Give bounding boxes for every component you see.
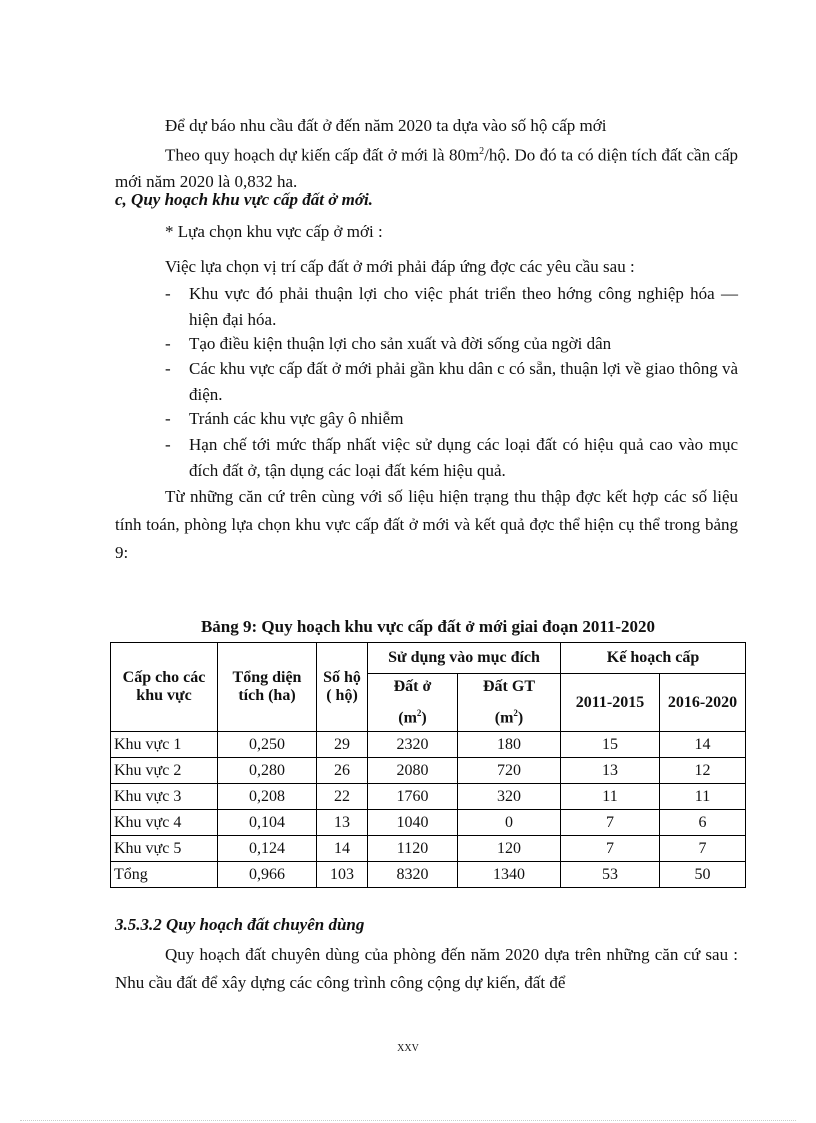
- table-cell: 2320: [368, 732, 458, 758]
- table-row: [111, 732, 746, 758]
- table-cell: Khu vực 4: [111, 810, 218, 836]
- table-cell: 720: [458, 758, 561, 784]
- section-heading-c: c, Quy hoạch khu vực cấp đất ở mới.: [115, 190, 373, 209]
- table-cell: 11: [561, 784, 660, 810]
- table-cell: Khu vực 2: [111, 758, 218, 784]
- paragraph-yeu-cau: Việc lựa chọn vị trí cấp đất ở mới phải đáp ứng đợc các yêu cầu sau :: [165, 257, 635, 276]
- table-cell: 7: [561, 836, 660, 862]
- table-cell: 1760: [368, 784, 458, 810]
- col-header-dat-o: Đất ở $(m^2)$: [368, 674, 458, 732]
- section-heading-3532: 3.5.3.2 Quy hoạch đất chuyên dùng: [115, 915, 365, 934]
- table-cell: 0: [458, 810, 561, 836]
- table-cell: 29: [317, 732, 368, 758]
- table-cell: 53: [561, 862, 660, 888]
- paragraph-tu-nhung-can-cu: Từ những căn cứ trên cùng với số liệu hiện trạng thu thập đợc kết hợp các số liệu tính toán, phòng lựa chọn khu vực cấp đất ở mới và kết quả đợc thể hiện cụ thể trong bảng 9:: [115, 487, 738, 562]
- table-cell: 1040: [368, 810, 458, 836]
- table-cell: 180: [458, 732, 561, 758]
- table-cell: 14: [317, 836, 368, 862]
- table-row: [111, 758, 746, 784]
- table-cell: 50: [660, 862, 746, 888]
- table-cell: 7: [660, 836, 746, 862]
- table-row: [111, 784, 746, 810]
- page-number: XXV: [397, 1043, 419, 1054]
- table-row-total: [111, 862, 746, 888]
- col-header-tong-dien-tich: Tổng diện tích (ha): [218, 643, 317, 732]
- col-header-2016-2020: 2016-2020: [660, 674, 746, 732]
- table-cell: 12: [660, 758, 746, 784]
- table-cell: 103: [317, 862, 368, 888]
- table-cell: 26: [317, 758, 368, 784]
- table-cell: 1120: [368, 836, 458, 862]
- data-table: [110, 642, 746, 888]
- col-group-ke-hoach: Kế hoạch cấp: [561, 643, 746, 674]
- table-cell: Khu vực 1: [111, 732, 218, 758]
- list-item: - Khu vực đó phải thuận lợi cho việc phát triển theo hớng công nghiệp hóa — hiện đại hóa.: [165, 284, 738, 329]
- table-cell: Khu vực 5: [111, 836, 218, 862]
- col-header-khu-vuc: Cấp cho các khu vực: [111, 643, 218, 732]
- table-cell: Khu vực 3: [111, 784, 218, 810]
- table-cell: 13: [561, 758, 660, 784]
- list-item: - Tránh các khu vực gây ô nhiễm: [165, 409, 404, 428]
- table-row: [111, 836, 746, 862]
- table-cell: 6: [660, 810, 746, 836]
- table-cell: 320: [458, 784, 561, 810]
- table-cell: 0,104: [218, 810, 317, 836]
- col-header-so-ho: Số hộ ( hộ): [317, 643, 368, 732]
- paragraph-dubao: Để dự báo nhu cầu đất ở đến năm 2020 ta dựa vào số hộ cấp mới: [165, 116, 607, 135]
- paragraph-dat-chuyen-dung: Quy hoạch đất chuyên dùng của phòng đến năm 2020 dựa trên những căn cứ sau : Nhu cầu đất để xây dựng các công trình công cộng dự kiến, đất để: [115, 945, 738, 992]
- table-cell: Tổng: [111, 862, 218, 888]
- table-cell: 0,208: [218, 784, 317, 810]
- table-cell: 0,966: [218, 862, 317, 888]
- table-cell: 0,280: [218, 758, 317, 784]
- table-cell: 13: [317, 810, 368, 836]
- table-cell: 11: [660, 784, 746, 810]
- table-caption: Bảng 9: Quy hoạch khu vực cấp đất ở mới giai đoạn 2011-2020: [200, 617, 656, 636]
- table-cell: 1340: [458, 862, 561, 888]
- list-item: - Tạo điều kiện thuận lợi cho sản xuất và đời sống của ngời dân: [165, 334, 612, 353]
- table-cell: 120: [458, 836, 561, 862]
- table-cell: 0,250: [218, 732, 317, 758]
- table-cell: 22: [317, 784, 368, 810]
- table-cell: 15: [561, 732, 660, 758]
- table-row: [111, 810, 746, 836]
- table-cell: 7: [561, 810, 660, 836]
- col-header-2011-2015: 2011-2015: [561, 674, 660, 732]
- page-bottom-divider: [20, 1120, 796, 1121]
- table-cell: 8320: [368, 862, 458, 888]
- table-cell: 14: [660, 732, 746, 758]
- list-item: - Hạn chế tới mức thấp nhất việc sử dụng các loại đất có hiệu quả cao vào mục đích đất ở, tận dụng các loại đất kém hiệu quả.: [165, 435, 738, 480]
- list-item: - Các khu vực cấp đất ở mới phải gần khu dân c có sẵn, thuận lợi về giao thông và điện.: [165, 359, 738, 404]
- paragraph-quyhoach-dukien: Theo quy hoạch dự kiến cấp đất ở mới là $80m^2/hộ$. Do đó ta có diện tích đất cần cấp mới năm 2020 là 0,832 ha.: [115, 145, 738, 191]
- table-cell: 2080: [368, 758, 458, 784]
- table-cell: 0,124: [218, 836, 317, 862]
- paragraph-lua-chon: * Lựa chọn khu vực cấp ở mới :: [165, 222, 383, 241]
- col-group-su-dung: Sử dụng vào mục đích: [368, 643, 561, 674]
- col-header-dat-gt: Đất GT $(m^2)$: [458, 674, 561, 732]
